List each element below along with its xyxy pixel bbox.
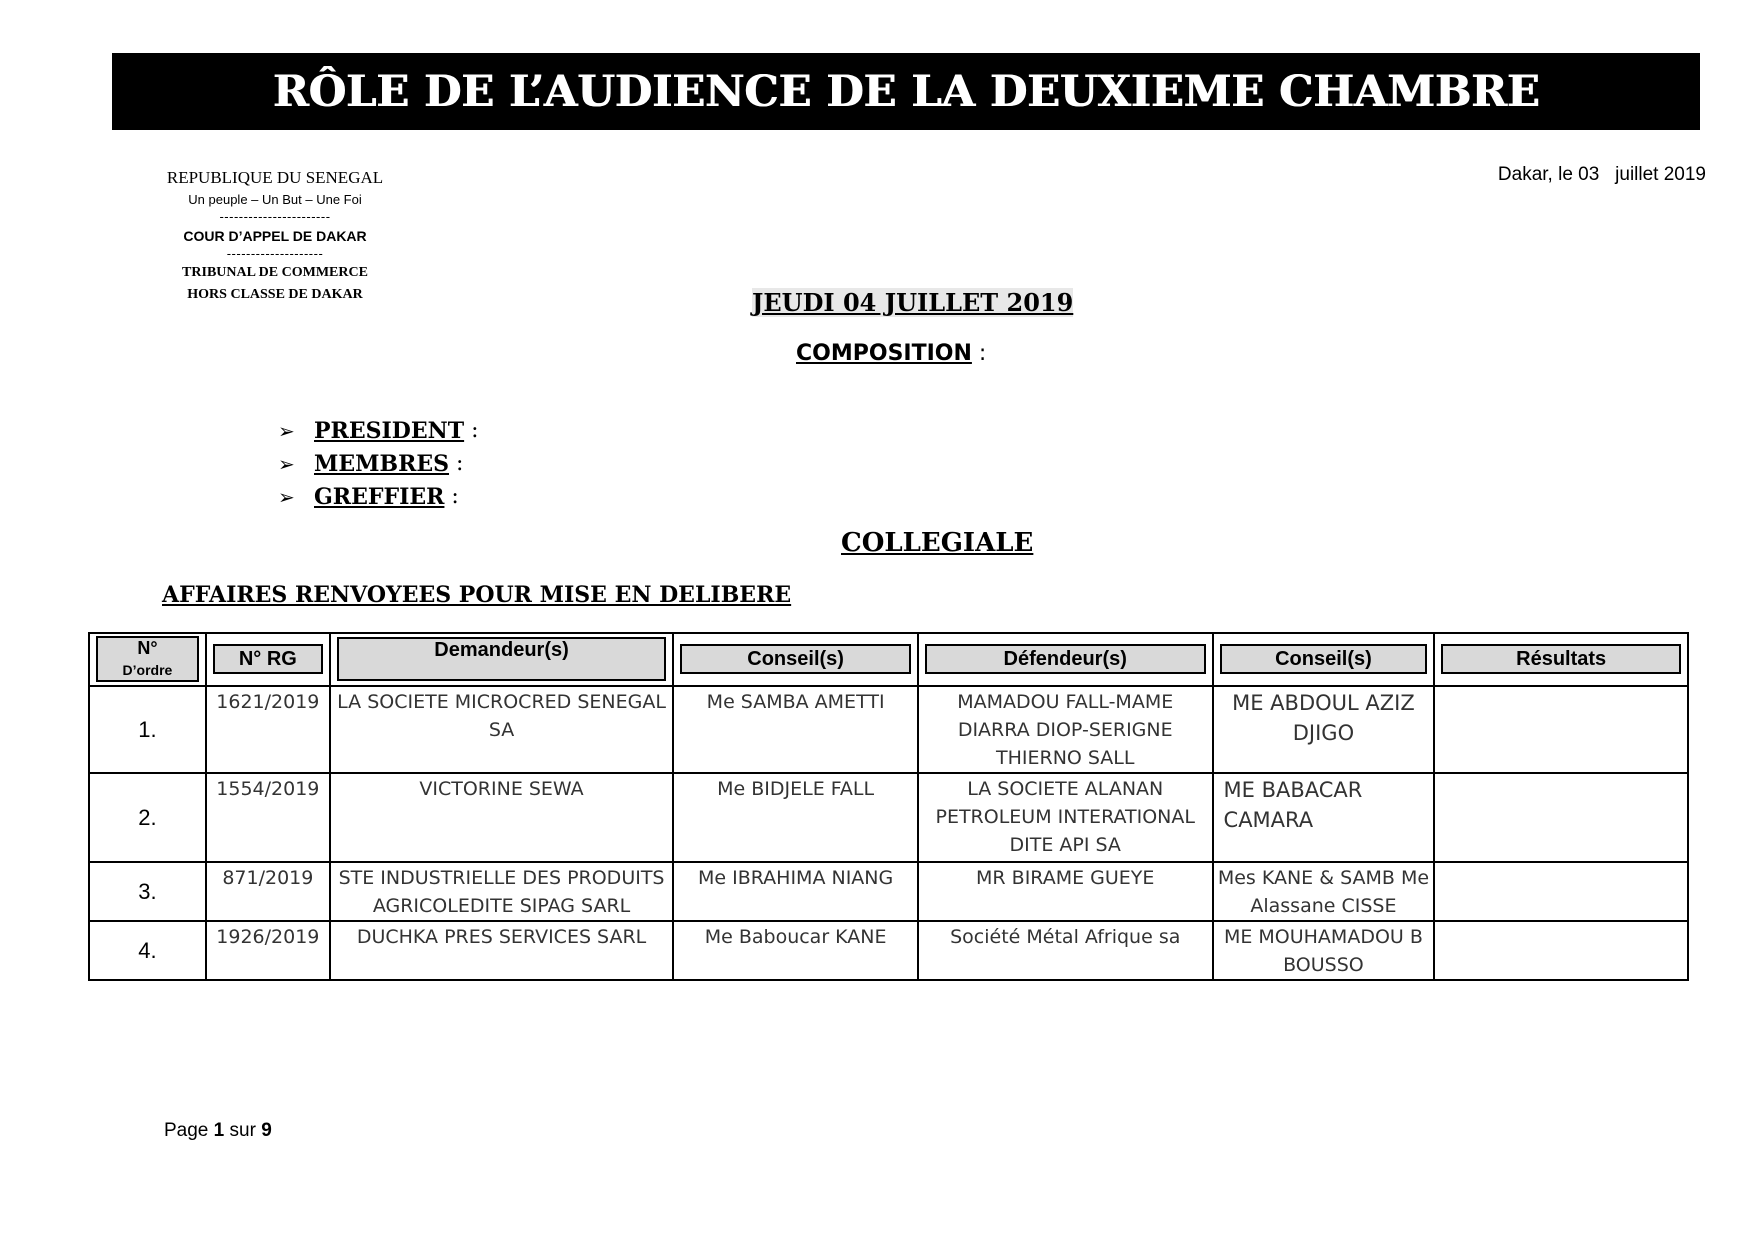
header-demandeur (330, 633, 673, 686)
national-motto: Un peuple – Un But – Une Foi (188, 192, 362, 207)
header-resultats (1434, 633, 1688, 686)
separator: ----------------------- (219, 209, 331, 224)
total-pages: 9 (261, 1120, 272, 1141)
hearing-day: JEUDI 04 JUILLET 2019 (752, 288, 1074, 317)
role-president (278, 414, 479, 447)
arrow-bullet-icon: ➢ (278, 451, 295, 476)
header-defendeur (918, 633, 1213, 686)
cell-conseil1: Me SAMBA AMETTI (673, 686, 918, 773)
cell-resultat (1434, 921, 1688, 980)
table-row (89, 862, 1688, 921)
role-membres (278, 447, 479, 480)
cell-demandeur: STE INDUSTRIELLE DES PRODUITS AGRICOLEDITE SIPAG SARL (330, 862, 673, 921)
table-row (89, 686, 1688, 773)
cell-conseil2: ME ABDOUL AZIZ DJIGO (1213, 686, 1435, 773)
cell-rg: 871/2019 (206, 862, 330, 921)
title-banner (112, 53, 1700, 130)
header-conseil1 (673, 633, 918, 686)
court-name: COUR D’APPEL DE DAKAR (183, 228, 367, 244)
cell-rg: 1926/2019 (206, 921, 330, 980)
role-label: MEMBRES (314, 450, 450, 477)
cell-conseil2: Mes KANE & SAMB Me Alassane CISSE (1213, 862, 1435, 921)
header-conseil1-label: Conseil(s) (680, 644, 911, 674)
header-rg-label: N° RG (213, 644, 323, 674)
cell-num: 1. (89, 686, 206, 773)
cell-defendeur: Société Métal Afrique sa (918, 921, 1213, 980)
cell-conseil1: Me Baboucar KANE (673, 921, 918, 980)
document-date: Dakar, le 03 juillet 2019 (1497, 164, 1706, 185)
role-greffier (278, 480, 479, 513)
page-word: Page (164, 1120, 214, 1141)
formation-heading: COLLEGIALE (841, 528, 1034, 558)
composition-label: COMPOSITION (796, 341, 972, 366)
tribunal-name-line1: TRIBUNAL DE COMMERCE (182, 265, 368, 280)
table-header-row (89, 633, 1688, 686)
cell-resultat (1434, 773, 1688, 862)
cell-conseil1: Me IBRAHIMA NIANG (673, 862, 918, 921)
role-colon: : (444, 484, 459, 509)
cell-defendeur: LA SOCIETE ALANAN PETROLEUM INTERATIONAL DITE API SA (918, 773, 1213, 862)
table-row (89, 921, 1688, 980)
page-number (164, 1120, 272, 1142)
cell-resultat (1434, 862, 1688, 921)
page-sur: sur (224, 1120, 262, 1141)
header-conseil2-label: Conseil(s) (1220, 644, 1428, 674)
role-colon: : (464, 418, 479, 443)
separator: -------------------- (226, 246, 324, 261)
tribunal-name-line2: HORS CLASSE DE DAKAR (187, 287, 363, 302)
table-row (89, 773, 1688, 862)
cell-num: 4. (89, 921, 206, 980)
cell-demandeur: VICTORINE SEWA (330, 773, 673, 862)
cell-num: 3. (89, 862, 206, 921)
role-colon: : (449, 451, 464, 476)
republic-name: REPUBLIQUE DU SENEGAL (166, 168, 384, 187)
cell-conseil2: ME MOUHAMADOU B BOUSSO (1213, 921, 1435, 980)
role-label: PRESIDENT (314, 417, 465, 444)
cell-rg: 1554/2019 (206, 773, 330, 862)
header-num-label: N° (137, 638, 158, 658)
institution-header (140, 168, 410, 305)
header-demandeur-label: Demandeur(s) (337, 637, 666, 681)
cell-demandeur: DUCHKA PRES SERVICES SARL (330, 921, 673, 980)
cases-table (88, 632, 1689, 981)
header-rg (206, 633, 330, 686)
section-heading: AFFAIRES RENVOYEES POUR MISE EN DELIBERE (162, 582, 792, 608)
header-defendeur-label: Défendeur(s) (925, 644, 1206, 674)
arrow-bullet-icon: ➢ (278, 484, 295, 509)
arrow-bullet-icon: ➢ (278, 418, 295, 443)
header-num (89, 633, 206, 686)
current-page: 1 (213, 1120, 225, 1141)
cell-rg: 1621/2019 (206, 686, 330, 773)
cell-num: 2. (89, 773, 206, 862)
role-label: GREFFIER (314, 483, 445, 510)
cell-resultat (1434, 686, 1688, 773)
composition-colon: : (971, 341, 987, 366)
document-title: RÔLE DE L’AUDIENCE DE LA DEUXIEME CHAMBRE (272, 66, 1540, 117)
cell-conseil1: Me BIDJELE FALL (673, 773, 918, 862)
composition-roles (278, 414, 479, 513)
cell-defendeur: MAMADOU FALL-MAME DIARRA DIOP-SERIGNE THIERNO SALL (918, 686, 1213, 773)
cell-conseil2: ME BABACAR CAMARA (1213, 773, 1435, 862)
cell-defendeur: MR BIRAME GUEYE (918, 862, 1213, 921)
header-num-sub: D’ordre (122, 662, 173, 678)
header-resultats-label: Résultats (1441, 644, 1681, 674)
composition-heading (796, 341, 986, 366)
header-conseil2 (1213, 633, 1435, 686)
cell-demandeur: LA SOCIETE MICROCRED SENEGAL SA (330, 686, 673, 773)
